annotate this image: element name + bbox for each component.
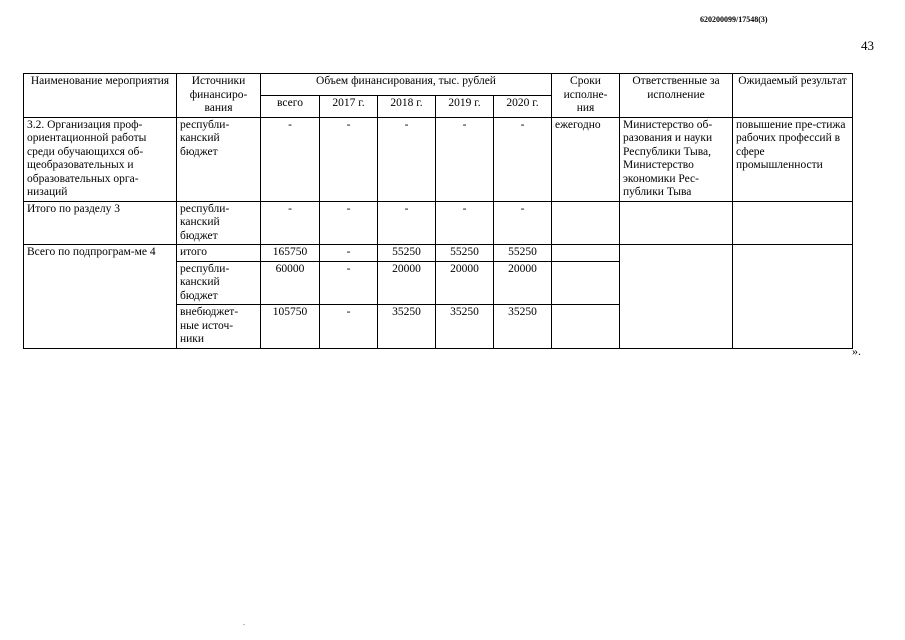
header-terms: Сроки исполне-ния xyxy=(552,74,620,118)
cell-2019: - xyxy=(436,117,494,201)
cell-2020: - xyxy=(494,201,552,245)
header-2018: 2018 г. xyxy=(378,95,436,117)
cell-2017: - xyxy=(320,201,378,245)
table-row xyxy=(24,245,853,262)
header-sources: Источники финансиро-вания xyxy=(177,74,261,118)
cell-total: 165750 xyxy=(261,245,320,262)
cell-2020: - xyxy=(494,117,552,201)
cell-2019: 55250 xyxy=(436,245,494,262)
table-row xyxy=(24,201,853,245)
cell-2017: - xyxy=(320,117,378,201)
cell-2018: - xyxy=(378,117,436,201)
cell-result: повышение пре-стижа рабочих профессий в сфере промышленности xyxy=(733,117,853,201)
cell-2018: - xyxy=(378,201,436,245)
cell-terms: ежегодно xyxy=(552,117,620,201)
cell-terms-empty xyxy=(552,261,620,305)
header-result: Ожидаемый результат xyxy=(733,74,853,118)
cell-terms-empty xyxy=(552,245,620,262)
cell-terms-empty xyxy=(552,305,620,349)
cell-result-empty xyxy=(733,245,853,349)
cell-total: 60000 xyxy=(261,261,320,305)
cell-2017: - xyxy=(320,305,378,349)
header-2020: 2020 г. xyxy=(494,95,552,117)
subprogram-total-name: Всего по подпрограм-ме 4 xyxy=(24,245,177,349)
cell-2019: - xyxy=(436,201,494,245)
table-row xyxy=(24,117,853,201)
header-volume: Объем финансирования, тыс. рублей xyxy=(261,74,552,96)
cell-2018: 55250 xyxy=(378,245,436,262)
funding-source: республи-канский бюджет xyxy=(177,261,261,305)
cell-total: 105750 xyxy=(261,305,320,349)
header-2019: 2019 г. xyxy=(436,95,494,117)
page-number: 43 xyxy=(861,38,874,53)
document-id: 620200099/17548(3) xyxy=(700,15,768,24)
cell-2019: 35250 xyxy=(436,305,494,349)
header-total: всего xyxy=(261,95,320,117)
header-responsible: Ответственные за исполнение xyxy=(620,74,733,118)
cell-total: - xyxy=(261,117,320,201)
funding-source: внебюджет-ные источ-ники xyxy=(177,305,261,349)
section-total-name: Итого по разделу 3 xyxy=(24,201,177,245)
cell-2020: 20000 xyxy=(494,261,552,305)
cell-2017: - xyxy=(320,261,378,305)
cell-2018: 35250 xyxy=(378,305,436,349)
funding-source: итого xyxy=(177,245,261,262)
activity-name: 3.2. Организация проф-ориентационной работы среди обучающихся об-щеобразовательных и образовательных орга-низаций xyxy=(24,117,177,201)
cell-2019: 20000 xyxy=(436,261,494,305)
financing-table xyxy=(23,73,853,349)
funding-source: республи-канский бюджет xyxy=(177,117,261,201)
scan-speck xyxy=(243,624,245,625)
cell-result-empty xyxy=(733,201,853,245)
cell-terms-empty xyxy=(552,201,620,245)
cell-2018: 20000 xyxy=(378,261,436,305)
cell-2020: 35250 xyxy=(494,305,552,349)
header-row xyxy=(24,74,853,96)
header-2017: 2017 г. xyxy=(320,95,378,117)
cell-2020: 55250 xyxy=(494,245,552,262)
closing-quote: ». xyxy=(852,344,861,358)
funding-source: республи-канский бюджет xyxy=(177,201,261,245)
cell-total: - xyxy=(261,201,320,245)
header-name: Наименование мероприятия xyxy=(24,74,177,118)
cell-responsible-empty xyxy=(620,245,733,349)
cell-responsible-empty xyxy=(620,201,733,245)
cell-responsible: Министерство об-разования и науки Республики Тыва, Министерство экономики Рес-публики Тыва xyxy=(620,117,733,201)
cell-2017: - xyxy=(320,245,378,262)
